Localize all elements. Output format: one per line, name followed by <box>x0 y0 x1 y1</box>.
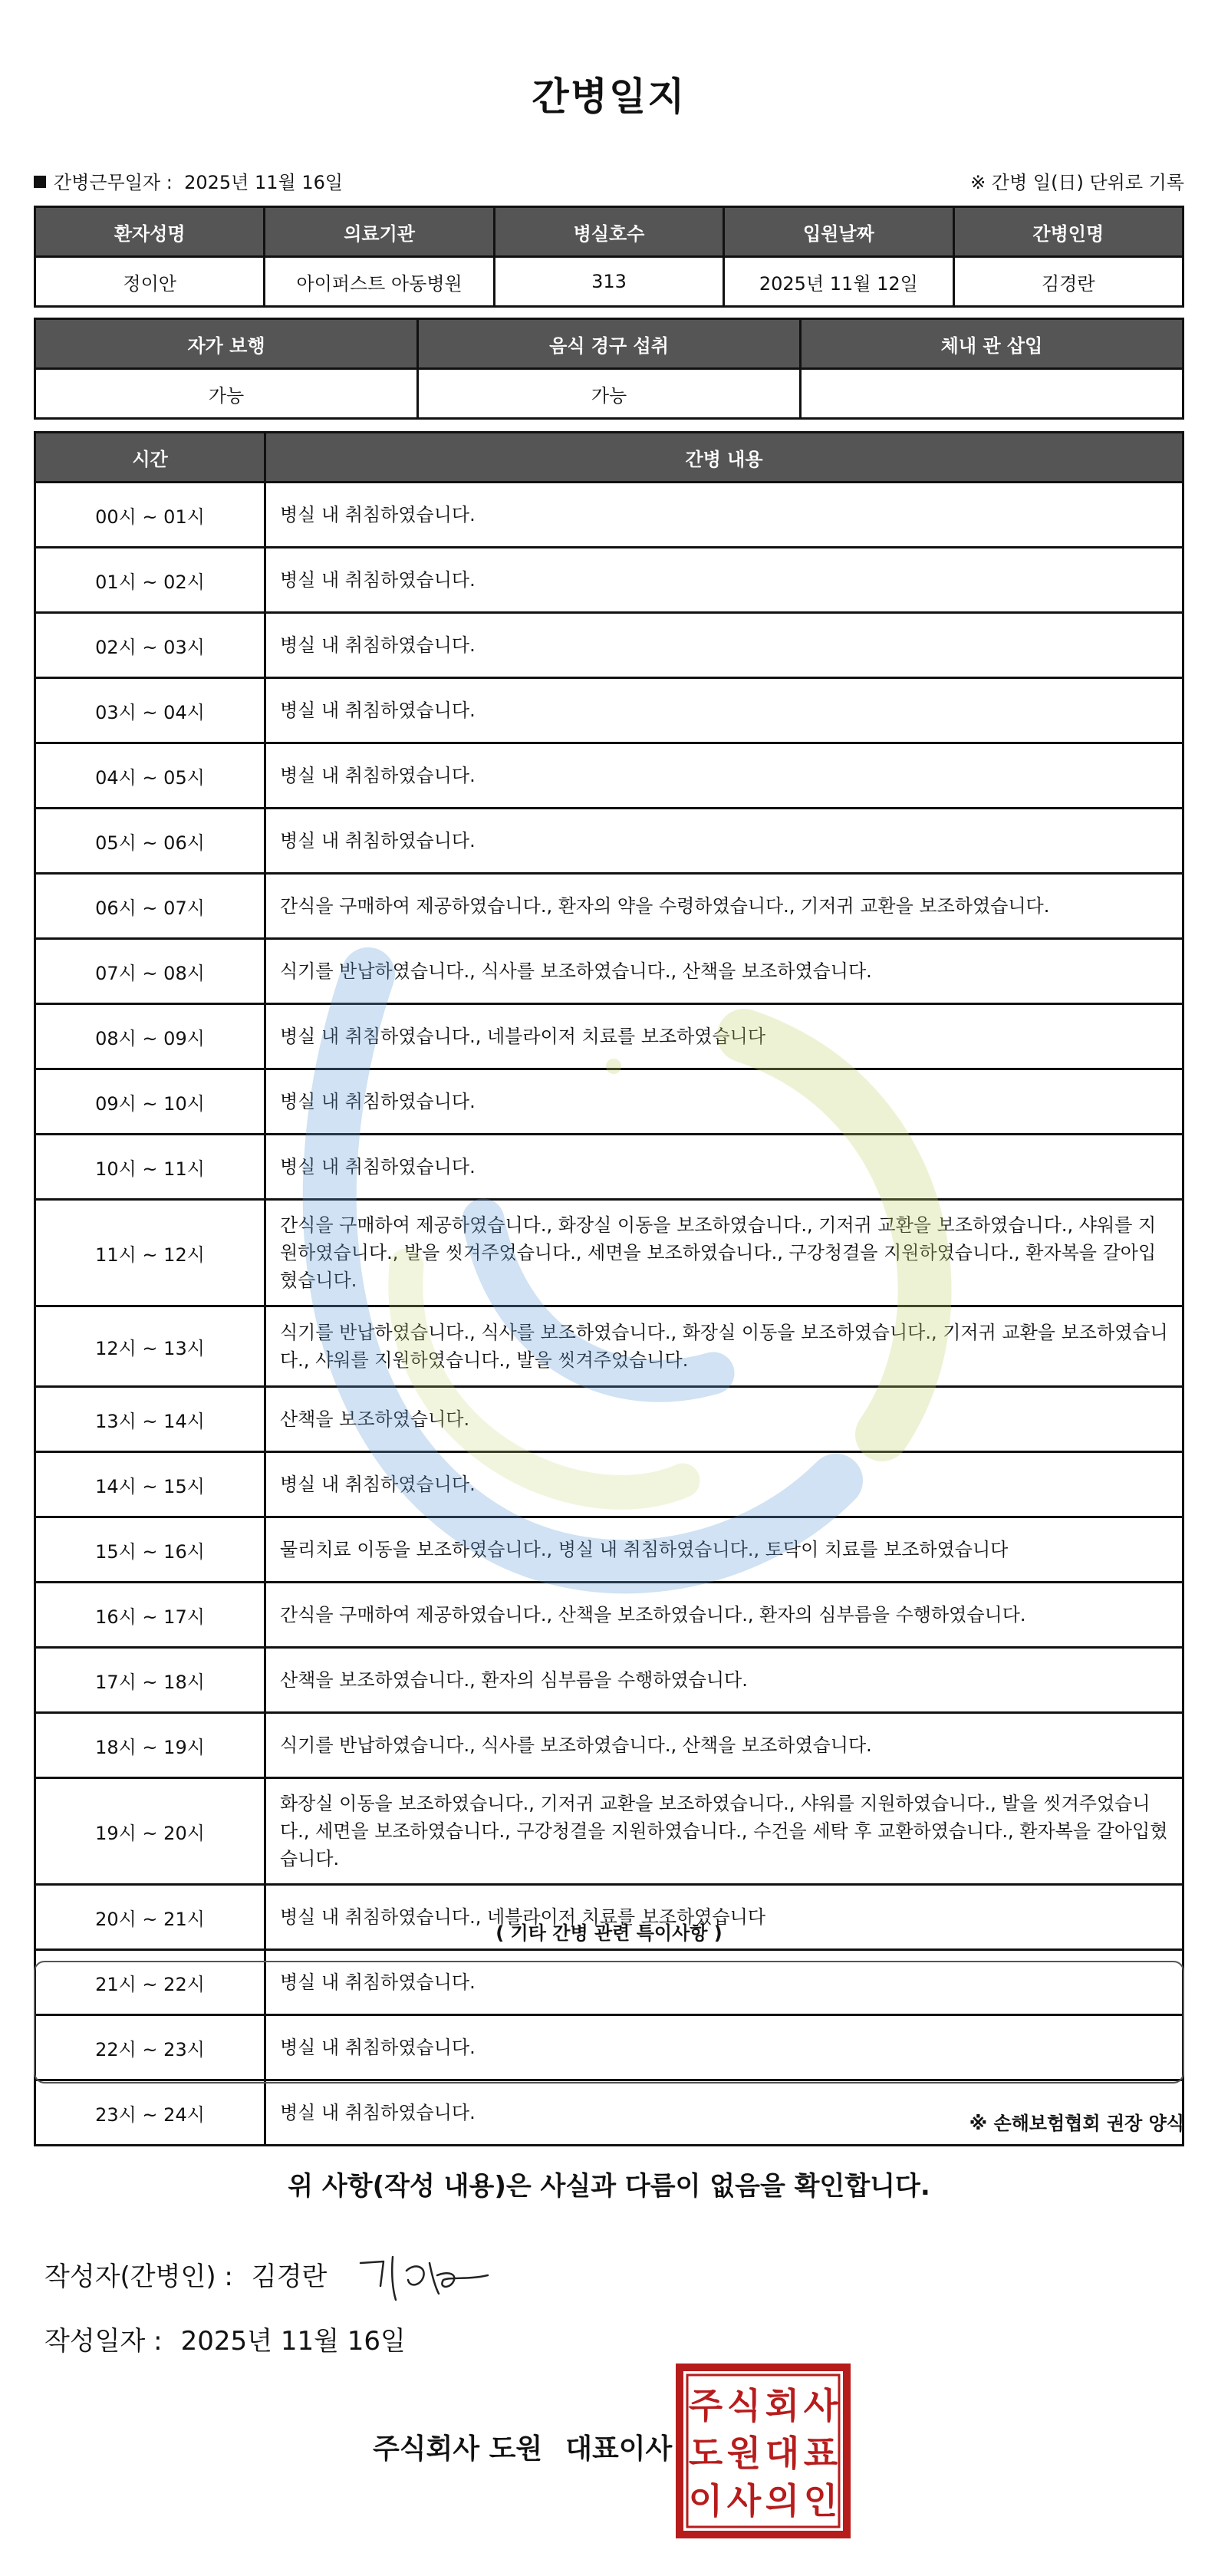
written-date-value: 2025년 11월 16일 <box>180 2326 406 2357</box>
time-cell: 11시 ~ 12시 <box>35 1200 265 1306</box>
time-cell: 02시 ~ 03시 <box>35 613 265 678</box>
time-cell: 18시 ~ 19시 <box>35 1713 265 1778</box>
written-date-label: 작성일자 : <box>44 2326 163 2357</box>
hospital-name: 아이퍼스트 아동병원 <box>265 257 494 307</box>
table-row <box>35 1583 1183 1648</box>
seal-char: 도 <box>688 2433 723 2474</box>
header-admission-date: 입원날짜 <box>724 207 953 257</box>
special-notes-box <box>34 1961 1184 2084</box>
table-row <box>35 548 1183 613</box>
confirmation-statement: 위 사항(작성 내용)은 사실과 다름이 없음을 확인합니다. <box>288 2171 930 2202</box>
table-row <box>35 809 1183 874</box>
time-cell: 03시 ~ 04시 <box>35 678 265 743</box>
time-cell: 22시 ~ 23시 <box>35 2015 265 2080</box>
header-care-content: 간병 내용 <box>265 433 1183 483</box>
square-bullet-icon <box>34 176 46 188</box>
written-date-line <box>44 2320 406 2357</box>
seal-char: 사 <box>803 2385 838 2426</box>
table-row <box>35 678 1183 743</box>
work-date-label: 간병근무일자 <box>54 172 161 193</box>
seal-char: 사 <box>726 2480 762 2522</box>
header-time: 시간 <box>35 433 265 483</box>
special-notes-label: ( 기타 간병 관련 특이사항 ) <box>495 1922 723 1944</box>
header-room: 병실호수 <box>494 207 723 257</box>
seal-char: 의 <box>765 2480 800 2522</box>
content-cell: 병실 내 취침하였습니다. <box>265 483 1183 548</box>
table-row <box>35 1452 1183 1517</box>
content-cell: 병실 내 취침하였습니다. <box>265 1452 1183 1517</box>
table-row <box>35 743 1183 809</box>
admission-date: 2025년 11월 12일 <box>724 257 953 307</box>
table-row <box>35 1069 1183 1135</box>
content-cell: 병실 내 취침하였습니다. <box>265 678 1183 743</box>
content-cell: 병실 내 취침하였습니다. <box>265 613 1183 678</box>
content-cell: 산책을 보조하였습니다. <box>265 1387 1183 1452</box>
content-cell: 간식을 구매하여 제공하였습니다., 화장실 이동을 보조하였습니다., 기저귀 교환을 보조하였습니다., 샤워를 지원하였습니다., 발을 씻겨주었습니다., 세면을 보조하였습니다., 구강청결을 지원하였습니다., 환자복을 갈아입혔습니다. <box>265 1200 1183 1306</box>
self-walking-value: 가능 <box>35 369 418 419</box>
time-cell: 10시 ~ 11시 <box>35 1135 265 1200</box>
time-cell: 19시 ~ 20시 <box>35 1778 265 1885</box>
content-cell: 병실 내 취침하였습니다. <box>265 1069 1183 1135</box>
time-cell: 17시 ~ 18시 <box>35 1648 265 1713</box>
table-row <box>35 613 1183 678</box>
table-row <box>35 1517 1183 1583</box>
patient-info-table <box>34 206 1184 308</box>
content-cell: 병실 내 취침하였습니다., 네블라이저 치료를 보조하였습니다 <box>265 1004 1183 1069</box>
table-row <box>35 1648 1183 1713</box>
caregiver-name: 김경란 <box>953 257 1183 307</box>
work-date: 간병근무일자 : 2025년 11월 16일 <box>34 167 343 194</box>
seal-char: 이 <box>688 2480 723 2522</box>
seal-char: 원 <box>726 2433 762 2474</box>
author-line <box>44 2255 327 2293</box>
header-self-walking: 자가 보행 <box>35 319 418 369</box>
seal-char: 회 <box>765 2385 800 2426</box>
table-row <box>35 874 1183 939</box>
time-cell: 21시 ~ 22시 <box>35 1950 265 2015</box>
content-cell: 간식을 구매하여 제공하였습니다., 산책을 보조하였습니다., 환자의 심부름을 수행하였습니다. <box>265 1583 1183 1648</box>
time-cell: 23시 ~ 24시 <box>35 2080 265 2146</box>
table-row <box>35 1306 1183 1387</box>
content-cell: 병실 내 취침하였습니다. <box>265 2080 1183 2146</box>
ceo-label: 대표이사 <box>565 2433 673 2465</box>
table-row <box>35 1778 1183 1885</box>
seal-char: 식 <box>726 2385 762 2426</box>
room-number: 313 <box>494 257 723 307</box>
author-name: 김경란 <box>251 2261 328 2292</box>
seal-char: 주 <box>688 2385 723 2426</box>
time-cell: 05시 ~ 06시 <box>35 809 265 874</box>
table-row <box>35 939 1183 1004</box>
seal-char: 표 <box>803 2433 838 2474</box>
time-cell: 08시 ~ 09시 <box>35 1004 265 1069</box>
patient-status-table <box>34 318 1184 420</box>
seal-char: 대 <box>765 2433 800 2474</box>
recommend-note: ※ 손해보험협회 권장 양식 <box>969 2113 1184 2134</box>
content-cell: 화장실 이동을 보조하였습니다., 기저귀 교환을 보조하였습니다., 샤워를 지원하였습니다., 발을 씻겨주었습니다., 세면을 보조하였습니다., 구강청결을 지원하였습니다., 수건을 세탁 후 교환하였습니다., 환자복을 갈아입혔습니다. <box>265 1778 1183 1885</box>
author-label: 작성자(간병인) : <box>44 2261 233 2292</box>
document-title: 간병일지 <box>532 74 686 119</box>
meta-row <box>34 167 1184 195</box>
tube-insertion-value <box>801 369 1183 419</box>
header-tube-insertion: 체내 관 삽입 <box>801 319 1183 369</box>
time-cell: 09시 ~ 10시 <box>35 1069 265 1135</box>
unit-note: ※ 간병 일(日) 단위로 기록 <box>970 172 1184 193</box>
content-cell: 간식을 구매하여 제공하였습니다., 환자의 약을 수령하였습니다., 기저귀 교환을 보조하였습니다. <box>265 874 1183 939</box>
company-line <box>373 2427 672 2466</box>
table-row <box>35 1004 1183 1069</box>
content-cell: 식기를 반납하였습니다., 식사를 보조하였습니다., 화장실 이동을 보조하였습니다., 기저귀 교환을 보조하였습니다., 샤워를 지원하였습니다., 발을 씻겨주었습니다. <box>265 1306 1183 1387</box>
oral-intake-value: 가능 <box>418 369 801 419</box>
content-cell: 병실 내 취침하였습니다. <box>265 548 1183 613</box>
time-cell: 15시 ~ 16시 <box>35 1517 265 1583</box>
content-cell: 병실 내 취침하였습니다. <box>265 2015 1183 2080</box>
care-log-table <box>34 431 1184 2146</box>
seal-char: 인 <box>803 2480 838 2522</box>
content-cell: 병실 내 취침하였습니다. <box>265 809 1183 874</box>
content-cell: 식기를 반납하였습니다., 식사를 보조하였습니다., 산책을 보조하였습니다. <box>265 939 1183 1004</box>
time-cell: 06시 ~ 07시 <box>35 874 265 939</box>
time-cell: 16시 ~ 17시 <box>35 1583 265 1648</box>
header-patient-name: 환자성명 <box>35 207 265 257</box>
header-oral-intake: 음식 경구 섭취 <box>418 319 801 369</box>
time-cell: 01시 ~ 02시 <box>35 548 265 613</box>
header-hospital: 의료기관 <box>265 207 494 257</box>
time-cell: 14시 ~ 15시 <box>35 1452 265 1517</box>
company-name: 주식회사 도원 <box>373 2433 543 2465</box>
content-cell: 병실 내 취침하였습니다. <box>265 1950 1183 2015</box>
table-row <box>35 483 1183 548</box>
time-cell: 20시 ~ 21시 <box>35 1885 265 1950</box>
content-cell: 병실 내 취침하였습니다. <box>265 1135 1183 1200</box>
company-seal-icon <box>675 2363 851 2539</box>
content-cell: 병실 내 취침하였습니다., 네블라이저 치료를 보조하였습니다 <box>265 1885 1183 1950</box>
signature-image <box>353 2240 499 2309</box>
table-row <box>35 1387 1183 1452</box>
table-row <box>35 1135 1183 1200</box>
patient-name: 정이안 <box>35 257 265 307</box>
content-cell: 산책을 보조하였습니다., 환자의 심부름을 수행하였습니다. <box>265 1648 1183 1713</box>
table-row <box>35 1713 1183 1778</box>
time-cell: 07시 ~ 08시 <box>35 939 265 1004</box>
header-caregiver-name: 간병인명 <box>953 207 1183 257</box>
work-date-value: 2025년 11월 16일 <box>184 172 344 193</box>
time-cell: 00시 ~ 01시 <box>35 483 265 548</box>
content-cell: 병실 내 취침하였습니다. <box>265 743 1183 809</box>
time-cell: 12시 ~ 13시 <box>35 1306 265 1387</box>
content-cell: 물리치료 이동을 보조하였습니다., 병실 내 취침하였습니다., 토닥이 치료를 보조하였습니다 <box>265 1517 1183 1583</box>
table-row <box>35 1200 1183 1306</box>
content-cell: 식기를 반납하였습니다., 식사를 보조하였습니다., 산책을 보조하였습니다. <box>265 1713 1183 1778</box>
time-cell: 13시 ~ 14시 <box>35 1387 265 1452</box>
time-cell: 04시 ~ 05시 <box>35 743 265 809</box>
